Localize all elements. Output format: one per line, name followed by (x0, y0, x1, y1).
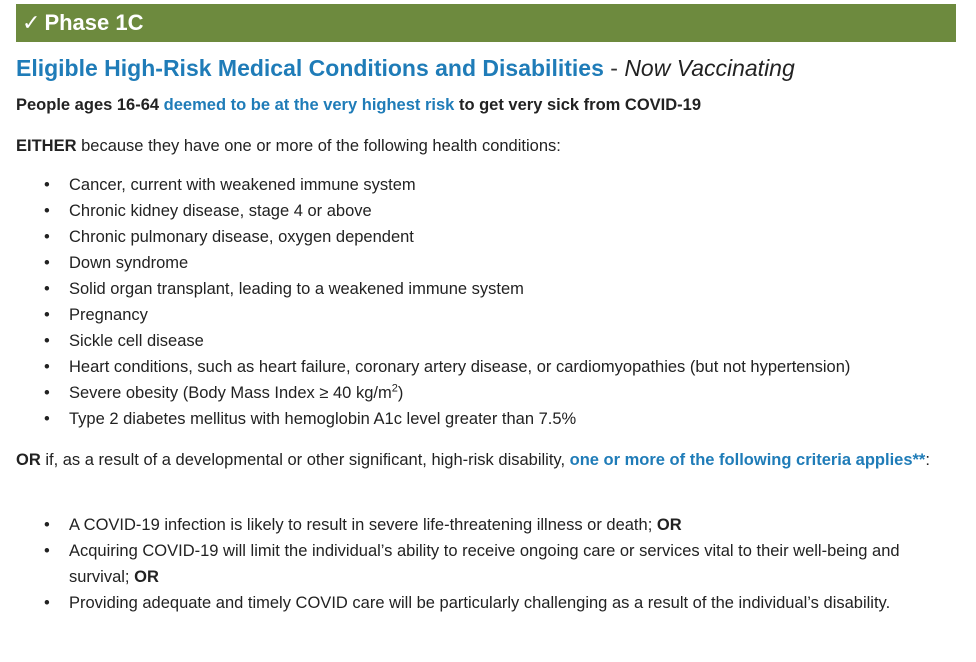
bullet-icon: • (44, 516, 50, 534)
health-conditions-list (16, 172, 966, 432)
eligibility-subhead (16, 94, 701, 116)
condition-text: Solid organ transplant, leading to a weakened immune system (69, 280, 524, 298)
obesity-close: ) (397, 384, 404, 402)
either-text: because they have one or more of the following health conditions: (76, 137, 561, 155)
list-item (16, 276, 966, 302)
bullet-icon: • (44, 542, 50, 560)
criteria-text: A COVID-19 infection is likely to result in severe life-threatening illness or death; (69, 516, 657, 534)
bullet-icon: • (44, 410, 50, 428)
criteria-text: Acquiring COVID-19 will limit the individual’s ability to receive ongoing care or services vital to their well-being and survival; (69, 542, 900, 586)
or-text: if, as a result of a developmental or other significant, high-risk disability, (40, 451, 570, 469)
list-item (16, 198, 966, 224)
bullet-icon: • (44, 176, 50, 194)
condition-text: Severe obesity (Body Mass Index ≥ 40 kg/m (69, 384, 392, 402)
condition-text: Chronic pulmonary disease, oxygen dependent (69, 228, 414, 246)
phase-label: Phase 1C (44, 10, 144, 35)
list-item (16, 302, 966, 328)
list-item (16, 380, 966, 406)
or-suffix: : (925, 451, 930, 469)
subhead-suffix: to get very sick from COVID-19 (454, 96, 702, 114)
list-item (16, 328, 966, 354)
bullet-icon: • (44, 228, 50, 246)
either-paragraph (16, 135, 561, 157)
criteria-text: Providing adequate and timely COVID care will be particularly challenging as a result of the individual’s disability. (69, 594, 891, 612)
list-item (16, 512, 946, 538)
list-item (16, 538, 946, 590)
condition-text: Type 2 diabetes mellitus with hemoglobin A1c level greater than 7.5% (69, 410, 577, 428)
heading-separator: - (603, 55, 625, 81)
highest-risk-link[interactable]: deemed to be at the very highest risk (163, 96, 455, 114)
condition-text: Cancer, current with weakened immune system (69, 176, 416, 194)
either-keyword: EITHER (16, 137, 77, 155)
list-item (16, 590, 946, 616)
or-paragraph (16, 447, 936, 473)
condition-text: Heart conditions, such as heart failure, coronary artery disease, or cardiomyopathies (but not hypertension) (69, 358, 851, 376)
condition-text: Sickle cell disease (69, 332, 204, 350)
page-heading (16, 54, 795, 82)
bullet-icon: • (44, 280, 50, 298)
list-item (16, 224, 966, 250)
disability-criteria-list (16, 512, 946, 616)
list-item (16, 250, 966, 276)
condition-text: Pregnancy (69, 306, 148, 324)
bullet-icon: • (44, 384, 50, 402)
criteria-or: OR (656, 516, 682, 534)
criteria-link[interactable]: one or more of the following criteria applies** (569, 451, 926, 469)
superscript-2: 2 (391, 382, 398, 395)
bullet-icon: • (44, 594, 50, 612)
bullet-icon: • (44, 332, 50, 350)
list-item (16, 406, 966, 432)
criteria-or: OR (134, 568, 159, 586)
condition-text: Chronic kidney disease, stage 4 or above (69, 202, 372, 220)
list-item (16, 172, 966, 198)
list-item (16, 354, 966, 380)
bullet-icon: • (44, 358, 50, 376)
subhead-prefix: People ages 16-64 (16, 96, 164, 114)
condition-text: Down syndrome (69, 254, 189, 272)
heading-title: Eligible High-Risk Medical Conditions and Disabilities (16, 55, 604, 81)
heading-status: Now Vaccinating (624, 55, 795, 81)
or-keyword: OR (16, 451, 41, 469)
phase-banner (16, 4, 956, 42)
bullet-icon: • (44, 306, 50, 324)
bullet-icon: • (44, 254, 50, 272)
checkmark-icon: ✓ (22, 10, 41, 35)
bullet-icon: • (44, 202, 50, 220)
